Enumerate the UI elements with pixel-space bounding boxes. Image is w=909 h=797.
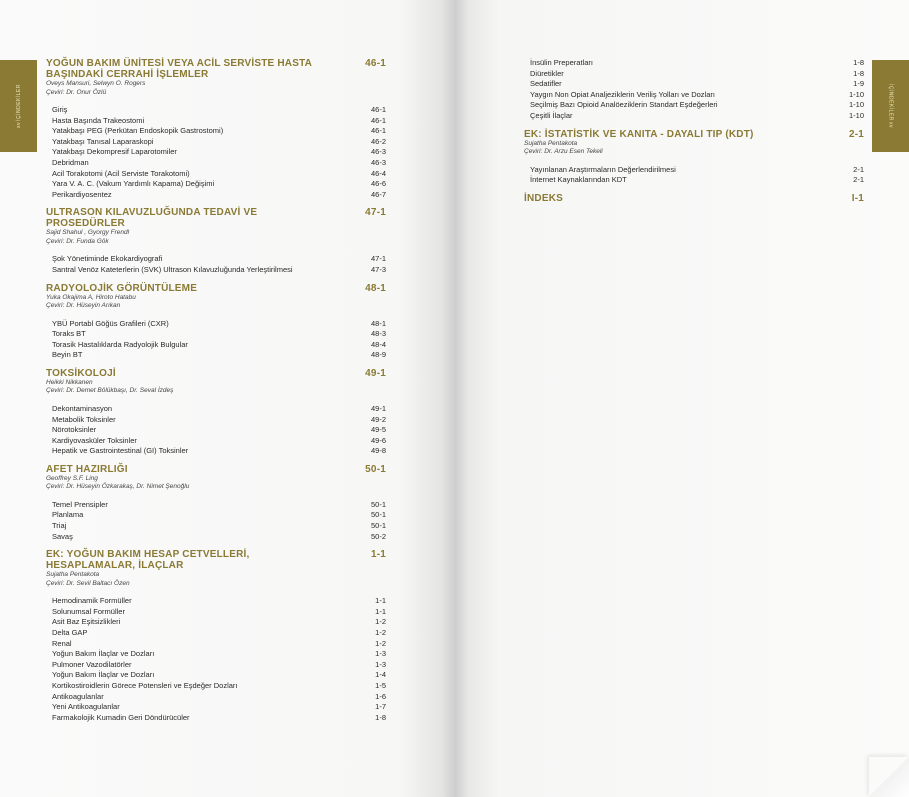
left-tab-page: xv <box>15 122 22 129</box>
toc-entry-page: 46-3 <box>370 157 386 167</box>
toc-entry-page: 48-1 <box>370 318 386 328</box>
section-gap <box>46 276 386 283</box>
toc-entry-label: Giriş <box>52 105 68 114</box>
toc-entry[interactable] <box>46 649 386 660</box>
toc-entry-label: Pulmoner Vazodilatörler <box>52 659 132 669</box>
right-toc-column <box>524 58 864 204</box>
toc-entry[interactable] <box>46 436 386 447</box>
section-page: 48-1 <box>365 282 386 294</box>
toc-entry[interactable] <box>46 179 386 190</box>
toc-entry-page: 1-6 <box>375 691 386 701</box>
section-heading[interactable] <box>46 207 386 229</box>
section-translator: Çeviri: Dr. Hüseyin Arıkan <box>46 302 121 310</box>
toc-entry[interactable] <box>46 340 386 351</box>
toc-entry-page: 1-5 <box>375 681 386 690</box>
section-heading[interactable] <box>46 368 386 379</box>
section-authors: Geoffrey S.F. Ling <box>46 474 98 482</box>
toc-entry[interactable] <box>46 105 386 116</box>
section-title: TOKSİKOLOJİ <box>46 367 116 379</box>
toc-entry-page: 49-8 <box>370 446 386 456</box>
toc-entry-page: 46-4 <box>370 168 386 178</box>
toc-section <box>46 549 386 723</box>
toc-entry[interactable] <box>524 69 864 80</box>
toc-entry-label: Sedatifler <box>530 79 562 89</box>
section-gap <box>46 723 386 730</box>
toc-entry-label: Kardiyovasküler Toksinler <box>52 435 137 445</box>
toc-entry-page: 48-4 <box>370 339 386 349</box>
toc-section <box>46 464 386 542</box>
toc-entry-page: 1-7 <box>375 702 386 712</box>
section-gap <box>524 122 864 129</box>
section-title: EK: YOĞUN BAKIM HESAP CETVELLERİ, HESAPLAMALAR, İLAÇLAR <box>46 549 250 572</box>
toc-entry-page: 1-2 <box>375 617 386 627</box>
toc-entry-label: Dekontaminasyon <box>52 403 113 413</box>
toc-entry-label: İnternet Kaynaklarından KDT <box>530 175 627 185</box>
section-gap <box>46 457 386 464</box>
section-translator: Çeviri: Dr. Sevil Baltacı Özen <box>46 579 130 587</box>
section-items <box>46 254 386 275</box>
toc-entry-page: 50-1 <box>370 499 386 509</box>
toc-entry-label: Yeni Antikoagulanlar <box>52 702 120 712</box>
section-authors: Heikki Nikkanen <box>46 378 93 386</box>
section-translator: Çeviri: Dr. Demet Bölükbaşı, Dr. Seval İzdeş <box>46 387 174 395</box>
section-title: EK: İSTATİSTİK VE KANITA - DAYALI TIP (KDT) <box>524 128 754 140</box>
toc-entry[interactable] <box>46 116 386 127</box>
toc-entry[interactable] <box>46 137 386 148</box>
toc-entry-page: 1-4 <box>375 670 386 680</box>
toc-entry-label: Acil Torakotomi (Acil Serviste Torakotomi) <box>52 168 190 178</box>
toc-entry-label: Çeşitli İlaçlar <box>530 110 573 120</box>
index-title: İNDEKS <box>524 192 563 204</box>
toc-entry[interactable] <box>46 521 386 532</box>
toc-entry-label: Solunumsal Formüller <box>52 606 125 616</box>
toc-entry-page: 2-1 <box>853 175 864 185</box>
toc-entry-page: 49-6 <box>370 435 386 445</box>
toc-entry-page: 46-7 <box>370 189 386 199</box>
toc-entry-label: Renal <box>52 638 72 648</box>
toc-entry-page: 1-9 <box>853 79 864 89</box>
left-tab-label: İÇİNDEKİLER <box>15 83 22 121</box>
toc-section <box>46 283 386 361</box>
toc-entry[interactable] <box>46 126 386 137</box>
toc-entry[interactable] <box>46 681 386 692</box>
toc-entry[interactable] <box>46 169 386 180</box>
toc-entry-page: 1-8 <box>375 712 386 722</box>
toc-entry-page: 46-3 <box>370 147 386 157</box>
toc-entry-label: Santral Venöz Kateterlerin (SVK) Ultrason Kılavuzluğunda Yerleştirilmesi <box>52 264 293 274</box>
toc-entry-page: 50-2 <box>370 531 386 541</box>
section-translator: Çeviri: Dr. Hüseyin Özkarakaş, Dr. Nimet Şenoğlu <box>46 483 190 491</box>
section-heading[interactable] <box>46 283 386 294</box>
section-items <box>46 105 386 200</box>
toc-section <box>524 129 864 186</box>
toc-entry-label: Hemodinamik Formüller <box>52 596 132 606</box>
toc-entry-page: 1-10 <box>848 110 864 120</box>
toc-entry[interactable] <box>524 165 864 176</box>
section-heading[interactable] <box>46 549 386 571</box>
toc-entry-label: Yoğun Bakım İlaçlar ve Dozları <box>52 670 155 680</box>
toc-entry[interactable] <box>46 628 386 639</box>
index-heading[interactable] <box>524 193 864 204</box>
section-title: YOĞUN BAKIM ÜNİTESİ VEYA ACİL SERVİSTE HASTA BAŞINDAKİ CERRAHİ İŞLEMLER <box>46 58 312 80</box>
toc-entry-label: Triaj <box>52 521 67 531</box>
section-heading[interactable] <box>46 464 386 475</box>
toc-entry-page: 1-10 <box>848 89 864 99</box>
page-curl-corner <box>869 757 909 797</box>
toc-entry-label: Yatakbaşı Tanısal Laparaskopi <box>52 136 154 146</box>
toc-entry[interactable] <box>46 147 386 158</box>
toc-entry-page: 50-1 <box>370 521 386 531</box>
toc-entry-label: Şok Yönetiminde Ekokardiyografi <box>52 254 163 264</box>
toc-entry[interactable] <box>46 500 386 511</box>
toc-entry-page: 47-1 <box>370 254 386 264</box>
toc-entry[interactable] <box>46 254 386 265</box>
section-heading[interactable] <box>524 129 864 140</box>
section-translator: Çeviri: Dr. Onur Özlü <box>46 88 107 96</box>
toc-entry-page: 49-2 <box>370 414 386 424</box>
toc-entry[interactable] <box>46 532 386 543</box>
section-heading[interactable] <box>46 58 386 80</box>
toc-entry[interactable] <box>46 596 386 607</box>
toc-entry[interactable] <box>46 190 386 201</box>
section-items <box>46 319 386 361</box>
section-authors: Sujatha Pentakota <box>524 139 578 147</box>
toc-entry-label: Yatakbaşı Dekompresif Laparotomiler <box>52 147 177 157</box>
section-page: 1-1 <box>370 549 386 561</box>
toc-entry-label: Asit Baz Eşitsizlikleri <box>52 617 121 627</box>
toc-entry[interactable] <box>46 158 386 169</box>
toc-entry[interactable] <box>46 446 386 457</box>
toc-entry-label: Hasta Başında Trakeostomi <box>52 115 145 125</box>
section-items <box>46 500 386 542</box>
toc-entry[interactable] <box>46 425 386 436</box>
toc-entry-page: 1-8 <box>853 58 864 67</box>
toc-entry-label: Perikardiyosentez <box>52 189 112 199</box>
toc-entry[interactable] <box>46 670 386 681</box>
toc-entry[interactable] <box>524 100 864 111</box>
section-title: AFET HAZIRLIĞI <box>46 463 128 475</box>
section-items <box>46 596 386 723</box>
index-page: I-1 <box>851 192 864 204</box>
section-authors: Sujatha Pentakota <box>46 571 100 579</box>
toc-entry[interactable] <box>46 660 386 671</box>
toc-entry-page: 1-3 <box>375 659 386 669</box>
toc-entry-label: Toraks BT <box>52 329 86 339</box>
toc-entry[interactable] <box>46 510 386 521</box>
section-page: 2-1 <box>848 128 864 140</box>
toc-entry-page: 1-1 <box>375 596 386 606</box>
toc-entry[interactable] <box>46 350 386 361</box>
section-page: 49-1 <box>365 367 386 379</box>
toc-entry[interactable] <box>46 692 386 703</box>
toc-entry-label: Hepatik ve Gastrointestinal (GI) Toksinler <box>52 446 189 456</box>
toc-entry-label: Planlama <box>52 510 84 520</box>
toc-entry[interactable] <box>46 607 386 618</box>
toc-entry-label: Torasik Hastalıklarda Radyolojik Bulgular <box>52 339 188 349</box>
toc-entry-page: 49-5 <box>370 425 386 435</box>
section-page: 46-1 <box>365 58 386 69</box>
toc-entry-page: 1-1 <box>375 606 386 616</box>
toc-entry[interactable] <box>46 265 386 276</box>
toc-entry-label: Kortikostiroidlerin Görece Potensleri ve Eşdeğer Dozları <box>52 681 238 690</box>
toc-entry-page: 1-3 <box>375 649 386 659</box>
section-title: ULTRASON KILAVUZLUĞUNDA TEDAVİ VE PROSEDÜRLER <box>46 207 258 230</box>
toc-entry-label: Delta GAP <box>52 628 88 638</box>
toc-entry-page: 50-1 <box>370 510 386 520</box>
toc-entry-page: 48-3 <box>370 329 386 339</box>
toc-entry[interactable] <box>524 79 864 90</box>
toc-entry-label: Yayınlanan Araştırmaların Değerlendirilmesi <box>530 164 676 174</box>
toc-entry-label: Nörotoksinler <box>52 425 97 435</box>
toc-entry-page: 1-2 <box>375 628 386 638</box>
toc-entry[interactable] <box>46 702 386 713</box>
toc-entry[interactable] <box>46 404 386 415</box>
toc-entry[interactable] <box>46 639 386 650</box>
toc-entry-label: Yaygın Non Opiat Analjeziklerin Veriliş Yolları ve Dozları <box>530 89 715 99</box>
toc-entry[interactable] <box>524 58 864 69</box>
section-authors: Sajid Shahul , Gyorgy Frendl <box>46 229 130 237</box>
toc-entry-label: İnsülin Preperatları <box>530 58 593 67</box>
section-items <box>46 404 386 457</box>
toc-entry[interactable] <box>46 713 386 724</box>
section-authors: Yuka Okajima A, Hiroto Hatabu <box>46 293 136 301</box>
section-page: 50-1 <box>365 463 386 475</box>
toc-section <box>46 207 386 275</box>
toc-entry[interactable] <box>46 415 386 426</box>
toc-entry-label: Diüretikler <box>530 68 564 78</box>
section-translator: Çeviri: Dr. Arzu Esen Tekeli <box>524 148 603 156</box>
toc-entry[interactable] <box>46 319 386 330</box>
toc-entry-label: Antikoagulanlar <box>52 691 104 701</box>
section-gap <box>46 361 386 368</box>
toc-entry[interactable] <box>46 617 386 628</box>
toc-entry[interactable] <box>524 111 864 122</box>
toc-entry[interactable] <box>524 90 864 101</box>
toc-entry-page: 49-1 <box>370 403 386 413</box>
toc-entry-page: 46-2 <box>370 136 386 146</box>
toc-entry-label: YBÜ Portabl Göğüs Grafileri (CXR) <box>52 318 169 328</box>
left-toc-column <box>46 58 386 730</box>
toc-entry-page: 46-1 <box>370 126 386 136</box>
section-translator: Çeviri: Dr. Funda Gök <box>46 237 109 245</box>
toc-entry-label: Yatakbaşı PEG (Perkütan Endoskopik Gastrostomi) <box>52 126 224 136</box>
section-title: RADYOLOJİK GÖRÜNTÜLEME <box>46 282 198 294</box>
continued-items <box>524 58 864 122</box>
toc-entry-label: Yoğun Bakım İlaçlar ve Dozları <box>52 649 155 659</box>
toc-entry-page: 46-6 <box>370 179 386 189</box>
toc-entry-page: 47-3 <box>370 264 386 274</box>
section-page: 47-1 <box>365 207 386 219</box>
left-section-tab <box>0 60 37 152</box>
toc-entry-label: Farmakolojik Kumadin Geri Döndürücüler <box>52 712 190 722</box>
right-tab-label: İÇİNDEKİLER <box>887 83 894 121</box>
toc-entry[interactable] <box>524 175 864 186</box>
toc-section <box>46 58 386 200</box>
toc-entry-label: Temel Prensipler <box>52 499 108 509</box>
toc-entry-label: Savaş <box>52 531 73 541</box>
toc-entry-page: 1-8 <box>853 68 864 78</box>
toc-entry-page: 1-2 <box>375 638 386 648</box>
toc-entry-page: 46-1 <box>370 105 386 114</box>
section-authors: Oveys Mansuri, Selwyn O. Rogers <box>46 80 146 87</box>
toc-entry-page: 1-10 <box>848 100 864 110</box>
toc-entry-label: Debridman <box>52 157 89 167</box>
toc-entry-page: 2-1 <box>853 164 864 174</box>
toc-section <box>46 368 386 457</box>
section-items <box>524 165 864 186</box>
right-tab-page: xv <box>887 122 894 129</box>
toc-entry-page: 46-1 <box>370 115 386 125</box>
toc-entry-label: Metabolik Toksinler <box>52 414 116 424</box>
section-gap <box>524 186 864 193</box>
toc-entry-page: 48-9 <box>370 350 386 360</box>
toc-entry-label: Seçilmiş Bazı Opioid Analöeziklerin Standart Eşdeğerleri <box>530 100 718 110</box>
toc-entry-label: Yara V. A. C. (Vakum Yardımlı Kapama) Değişimi <box>52 179 215 189</box>
toc-entry-label: Beyin BT <box>52 350 83 360</box>
right-section-tab <box>872 60 909 152</box>
toc-entry[interactable] <box>46 329 386 340</box>
